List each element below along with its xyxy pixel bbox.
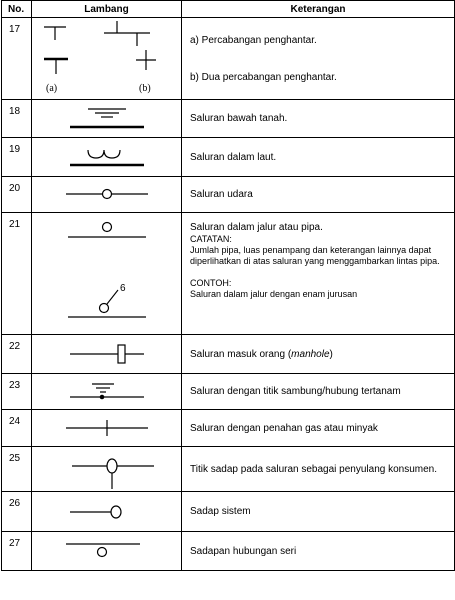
- header-symbol: Lambang: [32, 1, 182, 18]
- buried-joint-symbol: [32, 374, 182, 409]
- label-a: (a): [46, 83, 58, 94]
- description-cell: Titik sadap pada saluran sebagai penyulang konsumen.: [182, 447, 455, 492]
- symbol-cell: [32, 18, 182, 100]
- table-row: [2, 410, 455, 447]
- header-description: Keterangan: [182, 1, 455, 18]
- table-row: [2, 138, 455, 177]
- symbol-cell: [32, 335, 182, 374]
- row-number: 23: [2, 374, 32, 410]
- table-row: [2, 177, 455, 213]
- symbol-cell: [32, 532, 182, 571]
- row-number: 21: [2, 213, 32, 335]
- duct-count-label: 6: [120, 283, 126, 294]
- underground-line-symbol: [32, 100, 182, 137]
- row-number: 27: [2, 532, 32, 571]
- duct-line-symbol: [32, 213, 182, 334]
- table-row: [2, 532, 455, 571]
- row-number: 24: [2, 410, 32, 447]
- description-post: ): [329, 348, 333, 360]
- manhole-symbol: [32, 335, 182, 373]
- description-a: a) Percabangan penghantar.: [190, 34, 317, 46]
- description-cell: Saluran dengan titik sambung/hubung tertanam: [182, 374, 455, 410]
- table-row: [2, 492, 455, 532]
- service-tap-symbol: [32, 447, 182, 491]
- contoh-text: Saluran dalam jalur dengan enam jurusan: [190, 289, 358, 299]
- table-row: [2, 374, 455, 410]
- table-row: [2, 18, 455, 100]
- symbol-cell: [32, 374, 182, 410]
- row-number: 25: [2, 447, 32, 492]
- label-b: (b): [139, 83, 151, 94]
- overhead-line-symbol: [32, 177, 182, 212]
- description-cell: Saluran bawah tanah.: [182, 100, 455, 138]
- branch-conductor-symbol: [32, 18, 182, 99]
- series-tap-symbol: [32, 532, 182, 570]
- symbol-cell: [32, 410, 182, 447]
- header-no: No.: [2, 1, 32, 18]
- table-row: [2, 335, 455, 374]
- description-pre: Saluran masuk orang (: [190, 348, 292, 360]
- row-number: 18: [2, 100, 32, 138]
- description-cell: Sadap sistem: [182, 492, 455, 532]
- symbol-cell: [32, 138, 182, 177]
- description-cell: [182, 213, 455, 335]
- header-row: [2, 1, 455, 18]
- row-number: 17: [2, 18, 32, 100]
- description-cell: Sadapan hubungan seri: [182, 532, 455, 571]
- contoh-label: CONTOH:: [190, 278, 232, 288]
- table-row: [2, 100, 455, 138]
- submarine-line-symbol: [32, 138, 182, 176]
- catatan-label: CATATAN:: [190, 234, 232, 244]
- system-tap-symbol: [32, 492, 182, 531]
- symbol-cell: [32, 447, 182, 492]
- table-row: [2, 213, 455, 335]
- row-number: 19: [2, 138, 32, 177]
- row-number: 26: [2, 492, 32, 532]
- symbol-cell: [32, 492, 182, 532]
- symbol-cell: [32, 177, 182, 213]
- table-row: [2, 447, 455, 492]
- description-cell: Saluran dalam laut.: [182, 138, 455, 177]
- catatan-text: Jumlah pipa, luas penampang dan keterangan lainnya dapat diperlihatkan di atas saluran yang menggambarkan lintas pipa.: [190, 245, 440, 266]
- symbol-cell: [32, 100, 182, 138]
- symbol-table: [1, 0, 455, 571]
- description-cell: [182, 18, 455, 100]
- symbol-cell: [32, 213, 182, 335]
- gas-stop-symbol: [32, 410, 182, 446]
- row-number: 20: [2, 177, 32, 213]
- description-cell: [182, 335, 455, 374]
- description-cell: Saluran udara: [182, 177, 455, 213]
- description-italic: manhole: [291, 348, 330, 360]
- description-cell: Saluran dengan penahan gas atau minyak: [182, 410, 455, 447]
- description-b: b) Dua percabangan penghantar.: [190, 71, 337, 83]
- description-main: Saluran dalam jalur atau pipa.: [190, 222, 323, 233]
- row-number: 22: [2, 335, 32, 374]
